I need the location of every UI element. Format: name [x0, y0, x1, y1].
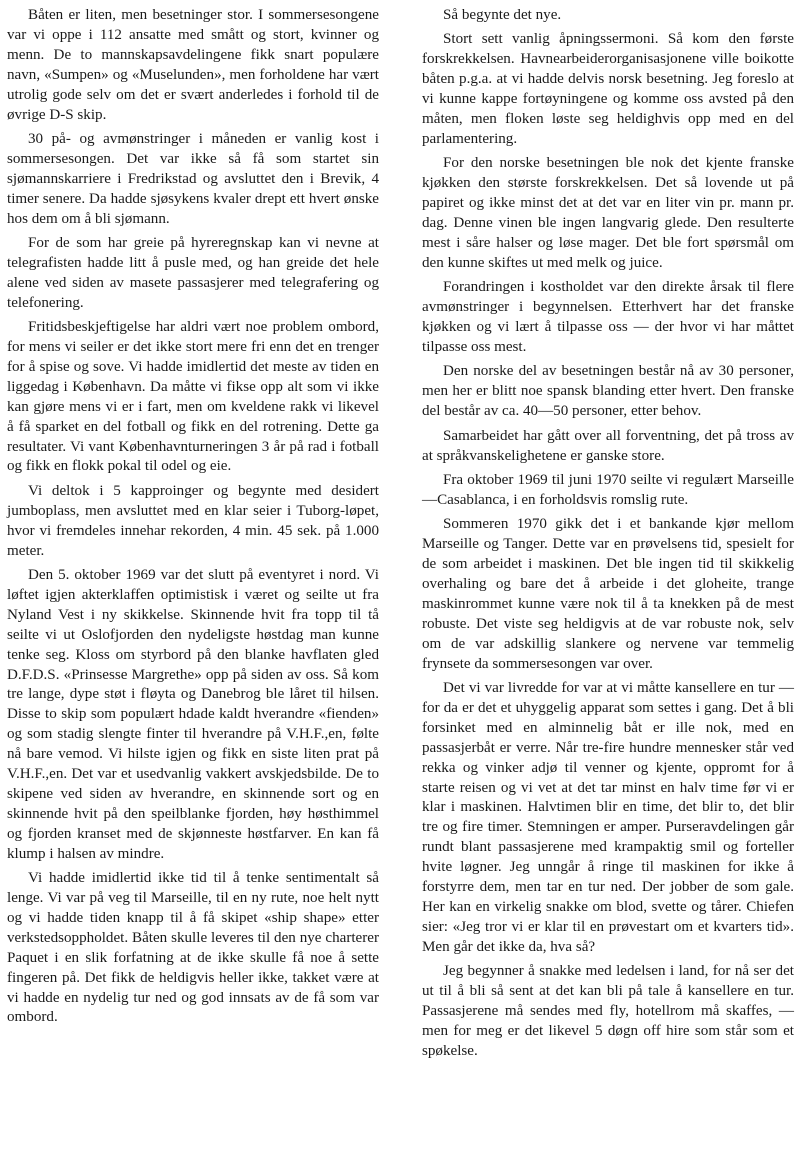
paragraph-diet-change: Forandringen i kostholdet var den direkte årsak til flere avmønstringer i begynnelsen. Etterhvert har det franske kjøkken og vi lært å tilpasse oss — der hvor vi har måttet tilpasse oss mest.	[422, 279, 794, 355]
paragraph-new-beginning: Så begynte det nye.	[443, 7, 562, 23]
paragraph-telegraphist: For de som har greie på hyreregnskap kan vi nevne at telegrafisten hadde litt å pusle med, og han greide det hele alene ved siden av masete passasjerer med telegrafering og telefonering.	[7, 234, 379, 311]
paragraph-shore-management: Jeg begynner å snakke med ledelsen i land, for nå ser det ut til å bli så sent at det kan bli på tale å kansellere en tur. Passasjerene må sendes med fly, hotellrom må skaffes, — men for meg er det likevel 5 døgn off hire som står som et spøkelse.	[422, 963, 794, 1059]
paragraph-crew-turnover: 30 på- og avmønstringer i måneden er vanlig kost i sommersesongen. Det var ikke så få som startet sin sjømannskarriere i Fredrikstad og avsluttet den i Brevik, 4 timer senere. Da hadde sjøsykens kvaler drept ett hvert ønske hos dem om å bli sjømann.	[7, 130, 379, 227]
paragraph-summer-1970: Sommeren 1970 gikk det i et bankande kjør mellom Marseille og Tanger. Dette var en prøvelsens tid, spesielt for de som arbeidet i maskinen. Det ble ingen tid til skikkelig overhaling og bare det å arbeide i det gloheite, trange maskinrommet kunne være nok til å ta knekken på de mest robuste. Det viste seg heldigvis at de var robuste nok, selv om de var adskillig slankere og nervene var temmelig frynsete da sommersesongen var over.	[422, 516, 794, 672]
paragraph-crew-composition: Den norske del av besetningen består nå av 30 personer, men her er blitt noe spansk blanding etter hvert. Den franske del består av ca. 40—50 personer, etter behov.	[422, 363, 794, 420]
paragraph-cooperation: Samarbeidet har gått over all forventning, det på tross av at språkvanskelighetene er ganske store.	[422, 427, 794, 464]
left-text-column	[7, 6, 379, 1033]
right-text-column	[422, 6, 794, 1066]
paragraph-rowing: Vi deltok i 5 kapproinger og begynte med desidert jumboplass, men avsluttet med en klar seier i Tuborg-løpet, hvor vi fremdeles innehar rekorden, 4 min. 45 sek. på 1.000 meter.	[7, 482, 379, 559]
paragraph-to-marseille: Vi hadde imidlertid ikke tid til å tenke sentimentalt så lenge. Vi var på veg til Marseille, til en ny rute, noe helt nytt og vi hadde tiden knapp til å få skipet «ship shape» etter verkstedsoppholdet. Båten skulle leveres til den nye charterer Paquet i en slik forfatning at de ikke skulle få noe å sette fingeren på. Det fikk de heldigvis heller ikke, takket være at vi hadde en nydelig tur ned og god innsats av de få som var ombord.	[7, 870, 379, 1026]
paragraph-first-scare: Stort sett vanlig åpningssermoni. Så kom den første forskrekkelsen. Havnearbeiderorganisasjonene ville boikotte båten p.g.a. at vi hadde delvis norsk besetning. Jeg foreslo at vi kunne kappe fortøyningene og komme oss avsted på den måten, men floken løste seg heldighvis opp med en del parlamentering.	[422, 31, 794, 147]
paragraph-french-kitchen: For den norske besetningen ble nok det kjente franske kjøkken den største forskrekkelsen. Det så lovende ut på papiret og ikke minst det at det var en liter vin pr. mann pr. dag. Denne vinen ble ingen langvarig glede. Den resulterte mest i såre halser og løse mager. Det ble fort spørsmål om den kunne skiftes ut med melk og juice.	[422, 155, 794, 271]
paragraph-casablanca-route: Fra oktober 1969 til juni 1970 seilte vi regulært Marseille—Casablanca, i en forholdsvis romslig rute.	[422, 471, 794, 508]
paragraph-crew-size: Båten er liten, men besetninger stor. I sommersesongene var vi oppe i 112 ansatte med smått og stort, kvinner og menn. De to mannskapsavdelingene fikk snart populære navn, «Sumpen» og «Muselunden», men forholdene har vært utrolig gode selv om det er svært anderledes i forhold til de øvrige D-S skip.	[7, 7, 379, 123]
paragraph-cancellation-fear: Det vi var livredde for var at vi måtte kansellere en tur — for da er det et uhyggelig apparat som settes i gang. Det å bli forsinket med en alminnelig båt er ille nok, med en passasjerbåt er verre. Når tre-fire hundre mennesker står ved rekka og vinker adjø til venner og kjente, oppromt for å starte reisen og vi vet at det tar minst en halv time før vi er klar i maskinen. Halvtimen blir en time, det blir to, det blir tre og fire timer. Stemningen er amper. Purseravdelingen går rundt blant passasjerene med krampaktig smil og forteller hvite løgner. Jeg unngår å ringe til maskinen for ikke å forstyrre dem, men tar en tur ned. Der jobber de som gale. Her kan en virkelig snakke om blod, svette og tårer. Chiefen sier: «Jeg tror vi er klar til en prøvestart om et kvarters tid». Men går det ikke da, hva så?	[422, 680, 794, 955]
paragraph-leisure: Fritidsbeskjeftigelse har aldri vært noe problem ombord, for mens vi seiler er det ikke stort mere fri enn det en trenger for å spise og sove. Vi hadde imidlertid det meste av tiden en liggedag i København. Da måtte vi fikse opp alt som vi ikke kan gjøre mens vi er i fart, men om kveldene rakk vi likevel å få sparket en del fotball og fikk en del rotrening. Dette ga resultater. Vi vant Københavnturneringen 3 år på rad i fotball og fikk en flokk pokal til odel og eie.	[7, 319, 379, 475]
paragraph-farewell: Den 5. oktober 1969 var det slutt på eventyret i nord. Vi løftet igjen akterklaffen optimistisk i været og seilte ut fra Nyland Vest i ny skikkelse. Skinnende hvit fra topp til tå seilte vi ut Oslofjorden den nydeligste høstdag man kunne tenke seg. Kloss om styrbord på den blanke havflaten gled D.F.D.S. «Prinsesse Margrethe» opp på siden av oss. Så kom tre lange, dype støt i fløyta og Danebrog ble låret til hilsen. Disse to skip som populært hdade kaldt hverandre «fienden» og som stadig slengte finter til hverandre på V.H.F.,en, følte nå bare vemod. Vi hilste igjen og fikk en siste liten prat på V.H.F.,en. Det var et usedvanlig vakkert avskjedsbilde. De to skipene ved siden av hverandre, en skinnende sort og en skinnende hvit på den speilblanke fjorden, høy høsthimmel og fjorden kranset med de skjønneste høstfarver. En kan få klump i halsen av mindre.	[7, 566, 379, 862]
